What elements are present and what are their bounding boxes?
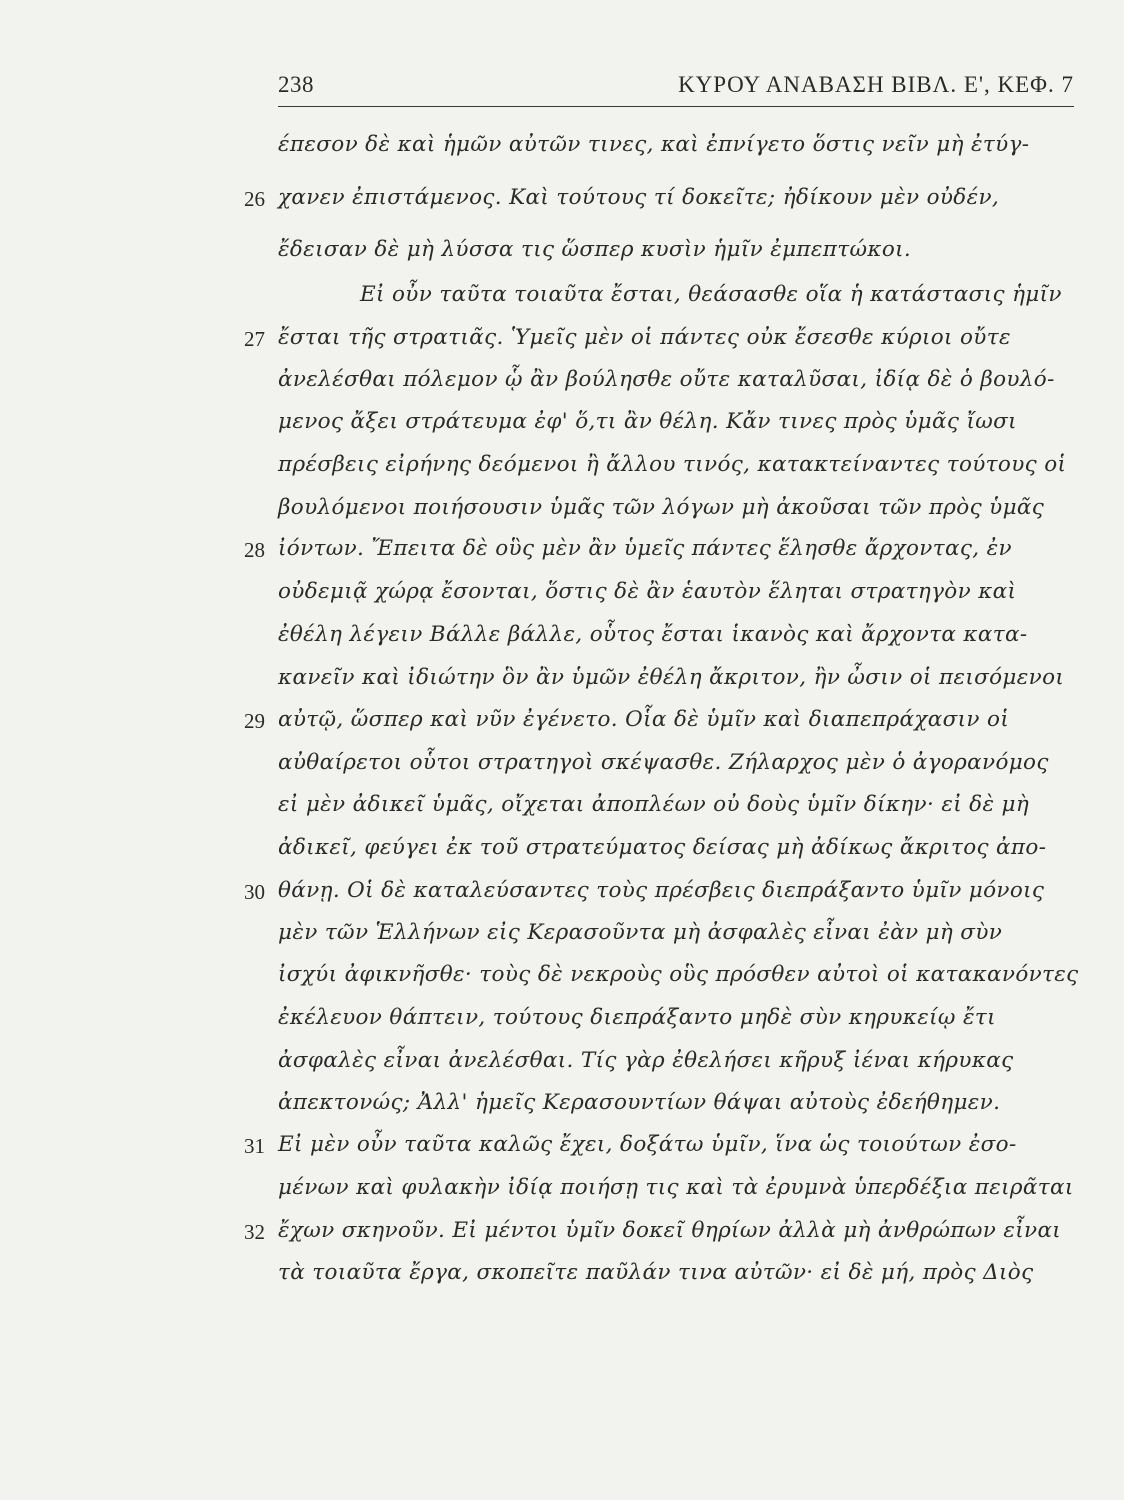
- line-text: χανεν ἐπιστάμενος. Καὶ τούτους τί δοκεῖτε; ἠδίκουν μὲν οὐδέν,: [278, 185, 1000, 210]
- line-text: αὐθαίρετοι οὗτοι στρατηγοὶ σκέψασθε. Ζήλαρχος μὲν ὁ ἀγορανόμος: [278, 750, 1049, 775]
- line-text: θάνῃ. Οἱ δὲ καταλεύσαντες τοὺς πρέσβεις διεπράξαντο ὑμῖν μόνοις: [278, 878, 1045, 903]
- line-text: ἀδικεῖ, φεύγει ἐκ τοῦ στρατεύματος δείσας μὴ ἀδίκως ἄκριτος ἀπο-: [278, 835, 1047, 860]
- line-text: Εἰ μὲν οὖν ταῦτα καλῶς ἔχει, δοξάτω ὑμῖν, ἵνα ὡς τοιούτων ἐσο-: [278, 1132, 1017, 1157]
- section-number: 26: [244, 187, 265, 211]
- section-number: 31: [244, 1134, 265, 1158]
- line-text: ἔσται τῆς στρατιᾶς. Ὑμεῖς μὲν οἱ πάντες οὐκ ἔσεσθε κύριοι οὔτε: [278, 325, 1011, 350]
- line-text: εἰ μὲν ἀδικεῖ ὑμᾶς, οἴχεται ἀποπλέων οὐ δοὺς ὑμῖν δίκην· εἰ δὲ μὴ: [278, 792, 1030, 817]
- text-line: [0, 185, 1124, 225]
- running-title: ΚΥΡΟΥ ΑΝΑΒΑΣΗ ΒΙΒΛ. Ε', ΚΕΦ. 7: [678, 72, 1074, 97]
- text-line: [0, 1005, 1124, 1045]
- section-number: 32: [244, 1220, 265, 1244]
- text-line: [0, 282, 1124, 322]
- text-line: [0, 1048, 1124, 1088]
- line-text: κανεῖν καὶ ἰδιώτην ὃν ἂν ὑμῶν ἐθέλη ἄκριτον, ἢν ὦσιν οἱ πεισόμενοι: [278, 665, 1065, 690]
- text-line: [0, 237, 1124, 277]
- line-text: πρέσβεις εἰρήνης δεόμενοι ἢ ἄλλου τινός, κατακτείναντες τούτους οἱ: [278, 452, 1067, 477]
- text-line: [0, 1175, 1124, 1215]
- page-number: 238: [278, 72, 314, 97]
- line-text: ἔχων σκηνοῦν. Εἰ μέντοι ὑμῖν δοκεῖ θηρίων ἀλλὰ μὴ ἀνθρώπων εἶναι: [278, 1218, 1062, 1243]
- section-number: 29: [244, 709, 265, 733]
- line-text: αὐτῷ, ὥσπερ καὶ νῦν ἐγένετο. Οἷα δὲ ὑμῖν καὶ διαπεπράχασιν οἱ: [278, 707, 1010, 732]
- line-text: μὲν τῶν Ἑλλήνων εἰς Κερασοῦντα μὴ ἀσφαλὲς εἶναι ἐὰν μὴ σὺν: [278, 920, 1003, 945]
- text-line: [0, 579, 1124, 619]
- text-line: [0, 132, 1124, 172]
- line-text: μένων καὶ φυλακὴν ἰδίᾳ ποιήσῃ τις καὶ τὰ ἐρυμνὰ ὑπερδέξια πειρᾶται: [278, 1175, 1074, 1200]
- text-line: [0, 665, 1124, 705]
- line-text: ἔδεισαν δὲ μὴ λύσσα τις ὥσπερ κυσὶν ἡμῖν ἐμπεπτώκοι.: [278, 237, 912, 262]
- line-text: ἀνελέσθαι πόλεμον ᾧ ἂν βούλησθε οὔτε καταλῦσαι, ἰδίᾳ δὲ ὁ βουλό-: [278, 367, 1055, 392]
- line-text: ἀσφαλὲς εἶναι ἀνελέσθαι. Τίς γὰρ ἐθελήσει κῆρυξ ἰέναι κήρυκας: [278, 1048, 1014, 1073]
- line-text: βουλόμενοι ποιήσουσιν ὑμᾶς τῶν λόγων μὴ ἀκοῦσαι τῶν πρὸς ὑμᾶς: [278, 495, 1045, 520]
- text-line: [0, 409, 1124, 449]
- line-text: ἐθέλη λέγειν Βάλλε βάλλε, οὗτος ἔσται ἱκανὸς καὶ ἄρχοντα κατα-: [278, 622, 1028, 647]
- line-text: έπεσον δὲ καὶ ἡμῶν αὐτῶν τινες, καὶ ἐπνίγετο ὅστις νεῖν μὴ ἐτύγ-: [278, 132, 1030, 157]
- text-line: [0, 1090, 1124, 1130]
- line-text: Εἰ οὖν ταῦτα τοιαῦτα ἔσται, θεάσασθε οἵα ἡ κατάστασις ἡμῖν: [360, 282, 1062, 307]
- line-text: ἰόντων. Ἔπειτα δὲ οὓς μὲν ἂν ὑμεῖς πάντες ἕλησθε ἄρχοντας, ἐν: [278, 536, 1012, 561]
- line-text: ἰσχύι ἀφικνῆσθε· τοὺς δὲ νεκροὺς οὓς πρόσθεν αὐτοὶ οἱ κατακανόντες: [278, 962, 1079, 987]
- text-line: [0, 622, 1124, 662]
- text-line: [0, 1218, 1124, 1258]
- section-number: 28: [244, 538, 265, 562]
- section-number: 30: [244, 880, 265, 904]
- text-line: [0, 920, 1124, 960]
- text-line: [0, 878, 1124, 918]
- text-line: [0, 325, 1124, 365]
- line-text: τὰ τοιαῦτα ἔργα, σκοπεῖτε παῦλάν τινα αὐτῶν· εἰ δὲ μή, πρὸς Διὸς: [278, 1260, 1034, 1285]
- text-line: [0, 536, 1124, 576]
- section-number: 27: [244, 327, 265, 351]
- text-line: [0, 367, 1124, 407]
- text-line: [0, 962, 1124, 1002]
- page-header: [278, 72, 1074, 107]
- text-line: [0, 495, 1124, 535]
- line-text: ἐκέλευον θάπτειν, τούτους διεπράξαντο μηδὲ σὺν κηρυκείῳ ἔτι: [278, 1005, 996, 1030]
- line-text: μενος ἄξει στράτευμα ἐφ' ὅ,τι ἂν θέλη. Κἄν τινες πρὸς ὑμᾶς ἴωσι: [278, 409, 1017, 434]
- text-line: [0, 707, 1124, 747]
- text-line: [0, 750, 1124, 790]
- text-line: [0, 1260, 1124, 1300]
- text-line: [0, 835, 1124, 875]
- text-line: [0, 452, 1124, 492]
- text-line: [0, 1132, 1124, 1172]
- text-line: [0, 792, 1124, 832]
- line-text: οὐδεμιᾷ χώρᾳ ἔσονται, ὅστις δὲ ἂν ἑαυτὸν ἕληται στρατηγὸν καὶ: [278, 579, 1017, 604]
- line-text: ἀπεκτονώς; Ἀλλ' ἡμεῖς Κερασουντίων θάψαι αὐτοὺς ἐδεήθημεν.: [278, 1090, 1001, 1115]
